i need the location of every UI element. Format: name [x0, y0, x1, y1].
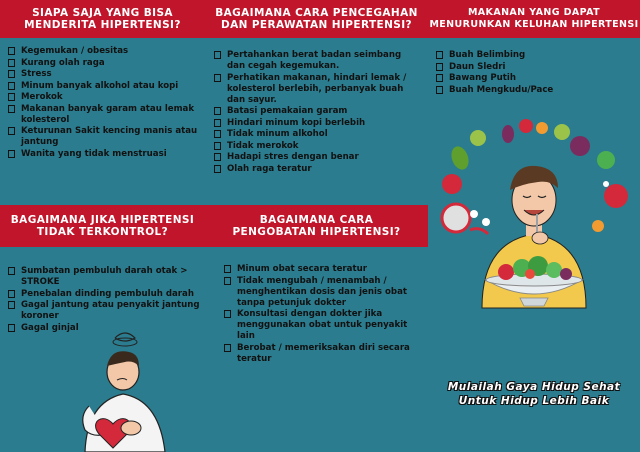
- list-item: Tidak merokok: [214, 141, 420, 152]
- checkbox-bullet-icon: [224, 277, 231, 285]
- food-list: [436, 50, 632, 96]
- list-item: Kegemukan / obesitas: [8, 46, 200, 57]
- checkbox-bullet-icon: [214, 165, 221, 173]
- list-item: Berobat / memeriksakan diri secara teratur: [224, 343, 420, 365]
- list-item: Hadapi stres dengan benar: [214, 152, 420, 163]
- list-item: Buah Belimbing: [436, 50, 632, 61]
- checkbox-bullet-icon: [214, 107, 221, 115]
- checkbox-bullet-icon: [8, 105, 15, 113]
- uncontrolled-hypertension-heading: BAGAIMANA JIKA HIPERTENSI TIDAK TERKONTROL?: [0, 205, 205, 247]
- who-at-risk-heading: SIAPA SAJA YANG BISA MENDERITA HIPERTENSI?: [0, 0, 205, 38]
- checkbox-bullet-icon: [224, 310, 231, 318]
- list-item: Penebalan dinding pembuluh darah: [8, 289, 200, 300]
- list-item: Wanita yang tidak menstruasi: [8, 149, 200, 160]
- list-item: Perhatikan makanan, hindari lemak / kolesterol berlebih, perbanyak buah dan sayur.: [214, 73, 420, 106]
- list-item: Daun Sledri: [436, 62, 632, 73]
- healthy-eating-illustration: [430, 118, 638, 318]
- treatment-list: [224, 264, 420, 365]
- list-item: Kurang olah raga: [8, 58, 200, 69]
- food-heading: MAKANAN YANG DAPAT MENURUNKAN KELUHAN HIPERTENSI: [428, 0, 640, 38]
- list-item: Gagal jantung atau penyakit jantung koroner: [8, 300, 200, 322]
- list-item: Hindari minum kopi berlebih: [214, 118, 420, 129]
- checkbox-bullet-icon: [8, 127, 15, 135]
- list-item: Keturunan Sakit kencing manis atau jantung: [8, 126, 200, 148]
- checkbox-bullet-icon: [8, 267, 15, 275]
- checkbox-bullet-icon: [8, 82, 15, 90]
- list-item: Stress: [8, 69, 200, 80]
- treatment-heading: BAGAIMANA CARA PENGOBATAN HIPERTENSI?: [205, 205, 428, 247]
- checkbox-bullet-icon: [214, 74, 221, 82]
- checkbox-bullet-icon: [8, 70, 15, 78]
- list-item: Tidak minum alkohol: [214, 129, 420, 140]
- checkbox-bullet-icon: [214, 130, 221, 138]
- checkbox-bullet-icon: [224, 344, 231, 352]
- closing-slogan: Mulailah Gaya Hidup Sehat Untuk Hidup Lebih Baik: [447, 381, 621, 407]
- risk-factor-list: [8, 46, 200, 160]
- checkbox-bullet-icon: [214, 51, 221, 59]
- checkbox-bullet-icon: [436, 51, 443, 59]
- checkbox-bullet-icon: [8, 150, 15, 158]
- checkbox-bullet-icon: [224, 265, 231, 273]
- checkbox-bullet-icon: [436, 86, 443, 94]
- list-item: Olah raga teratur: [214, 164, 420, 175]
- list-item: Minum obat secara teratur: [224, 264, 420, 275]
- checkbox-bullet-icon: [436, 63, 443, 71]
- list-item: Merokok: [8, 92, 200, 103]
- checkbox-bullet-icon: [214, 119, 221, 127]
- checkbox-bullet-icon: [8, 93, 15, 101]
- list-item: Sumbatan pembuluh darah otak > STROKE: [8, 266, 200, 288]
- checkbox-bullet-icon: [8, 290, 15, 298]
- checkbox-bullet-icon: [214, 153, 221, 161]
- prevention-heading: BAGAIMANA CARA PENCEGAHAN DAN PERAWATAN HIPERTENSI?: [205, 0, 428, 38]
- checkbox-bullet-icon: [8, 59, 15, 67]
- checkbox-bullet-icon: [8, 324, 15, 332]
- list-item: Konsultasi dengan dokter jika menggunakan obat untuk penyakit lain: [224, 309, 420, 342]
- list-item: Buah Mengkudu/Pace: [436, 85, 632, 96]
- list-item: Batasi pemakaian garam: [214, 106, 420, 117]
- chest-pain-person-illustration: [65, 328, 175, 452]
- list-item: Pertahankan berat badan seimbang dan cegah kegemukan.: [214, 50, 420, 72]
- list-item: Bawang Putih: [436, 73, 632, 84]
- list-item: Minum banyak alkohol atau kopi: [8, 81, 200, 92]
- list-item: Tidak mengubah / menambah / menghentikan dosis dan jenis obat tanpa petunjuk dokter: [224, 276, 420, 309]
- checkbox-bullet-icon: [436, 74, 443, 82]
- prevention-list: [214, 50, 420, 175]
- list-item: Makanan banyak garam atau lemak kolesterol: [8, 104, 200, 126]
- complication-list: [8, 266, 200, 334]
- checkbox-bullet-icon: [8, 47, 15, 55]
- list-item: Gagal ginjal: [8, 323, 200, 334]
- checkbox-bullet-icon: [8, 301, 15, 309]
- checkbox-bullet-icon: [214, 142, 221, 150]
